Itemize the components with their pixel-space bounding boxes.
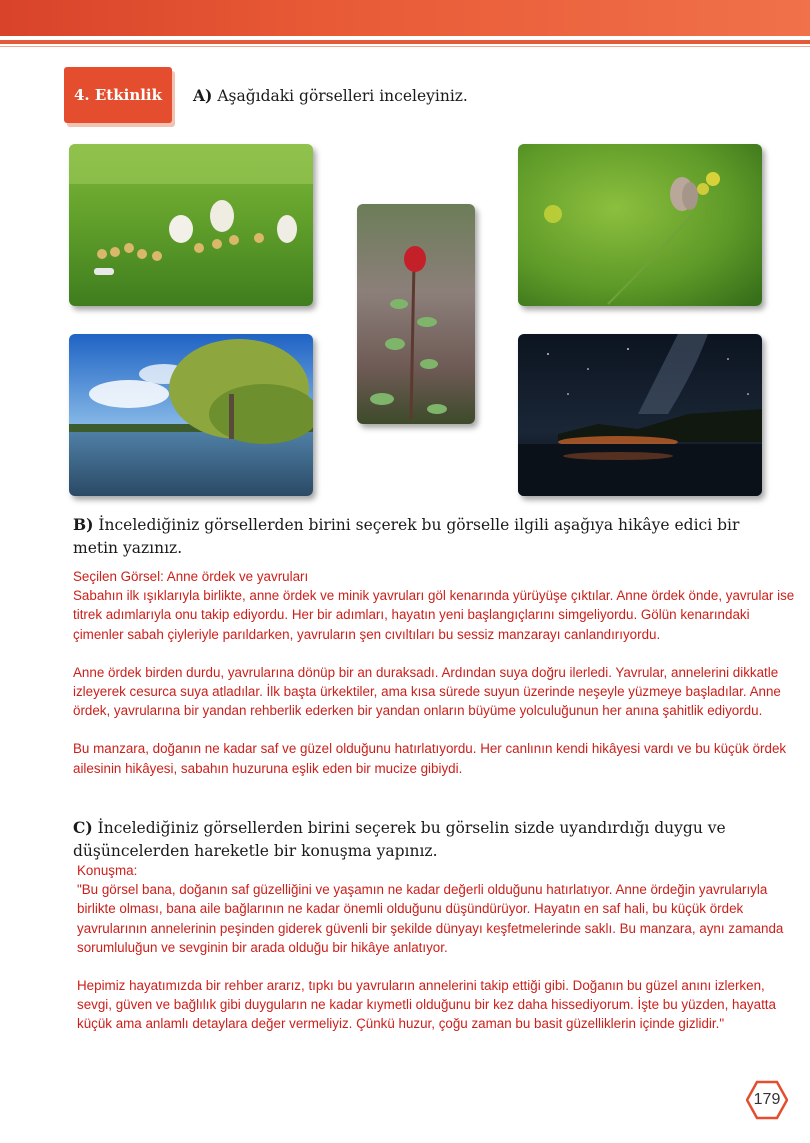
question-a [193, 86, 468, 105]
question-a-letter: A) [193, 86, 213, 105]
answer-c-heading: Konuşma: [77, 863, 138, 878]
answer-b [73, 567, 801, 778]
question-b-text: İncelediğiniz görsellerden birini seçerek bu görselle ilgili aşağıya hikâye edici bir metin yazınız. [73, 516, 740, 557]
night-sky-milky-way-photo [518, 334, 762, 496]
activity-badge: 4. Etkinlik [64, 67, 172, 123]
answer-c-paragraph: Hepimiz hayatımızda bir rehber ararız, tıpkı bu yavruların annelerini takip ettiği gibi. Doğanın bu güzel anını izlerken, sevgi, güven ve bağlılık gibi duyguların ne kadar kıymetli olduğunu bir kez daha hissediyorum. İşte bu yüzden, hayatta küçük ama anlamlı detaylara değer vermeliyiz. Çünkü huzur, çoğu zaman bu basit güzelliklerin içinde gizlidir." [77, 978, 776, 1032]
lake-trees-photo [69, 334, 313, 496]
question-b-letter: B) [73, 515, 94, 534]
answer-b-paragraph: Anne ördek birden durdu, yavrularına dönüp bir an duraksadı. Ardından suya doğru ilerledi. Yavrular, annelerini dikkatle izleyerek cesurca suya atladılar. İlk başta ürkektiler, ama kısa sürede suyun üzerinde neşeyle yüzmeye başladılar. Anne ördek, yavrularına bir yandan rehberlik ederken bir yandan onların büyüme yolculuğunun her anına şahitlik ediyordu. [73, 664, 781, 719]
question-b [73, 513, 773, 560]
page-number [746, 1080, 788, 1120]
red-rose-photo [357, 204, 475, 424]
question-c-text: İncelediğiniz görsellerden birini seçerek bu görselin sizde uyandırdığı duygu ve düşüncelerden hareketle bir konuşma yapınız. [73, 819, 726, 860]
question-a-text: Aşağıdaki görselleri inceleyiniz. [217, 87, 468, 105]
header-band [0, 0, 810, 36]
answer-b-paragraph: Bu manzara, doğanın ne kadar saf ve güzel olduğunu hatırlatıyordu. Her canlının kendi hikâyesi vardı ve bu küçük ördek ailesinin hikâyesi, sabahın huzuruna eşlik eden bir mucize gibiydi. [73, 741, 787, 776]
butterfly-flower-photo [518, 144, 762, 306]
question-c [73, 816, 773, 863]
header-rule [0, 40, 810, 44]
answer-b-heading: Seçilen Görsel: Anne ördek ve yavruları [73, 569, 309, 584]
page-number-text: 179 [753, 1091, 781, 1108]
question-c-letter: C) [73, 818, 93, 837]
answer-c-paragraph: "Bu görsel bana, doğanın saf güzelliğini ve yaşamın ne kadar değerli olduğunu hatırlatıyor. Anne ördeğin yavrularıyla birlikte olması, bana aile bağlarının ne kadar önemli olduğunu düşündürüyor. Hayatın en saf hali, bu küçük ördek yavrularının annelerinin peşinden giderek güvenli bir şekilde dünyayı keşfetmelerinde saklı. Bu manzara, aynı zamanda sorumluluğun ve sevginin bir arada olduğu bir hikâye anlatıyor. [77, 882, 784, 955]
header-rule-thin [0, 46, 810, 47]
geese-family-photo [69, 144, 313, 306]
answer-b-paragraph: Sabahın ilk ışıklarıyla birlikte, anne ördek ve minik yavruları göl kenarında yürüyüşe çıktılar. Anne ördek önde, yavrular ise titrek adımlarıyla onu takip ediyordu. Her bir adımları, hayatın yeni başlangıçlarını simgeliyordu. Gölün kenarındaki çimenler sabah çiyleriyle parıldarken, yavruların şen cıvıltıları bu sessiz manzarayı canlandırıyordu. [73, 588, 795, 642]
answer-c [77, 861, 801, 1034]
